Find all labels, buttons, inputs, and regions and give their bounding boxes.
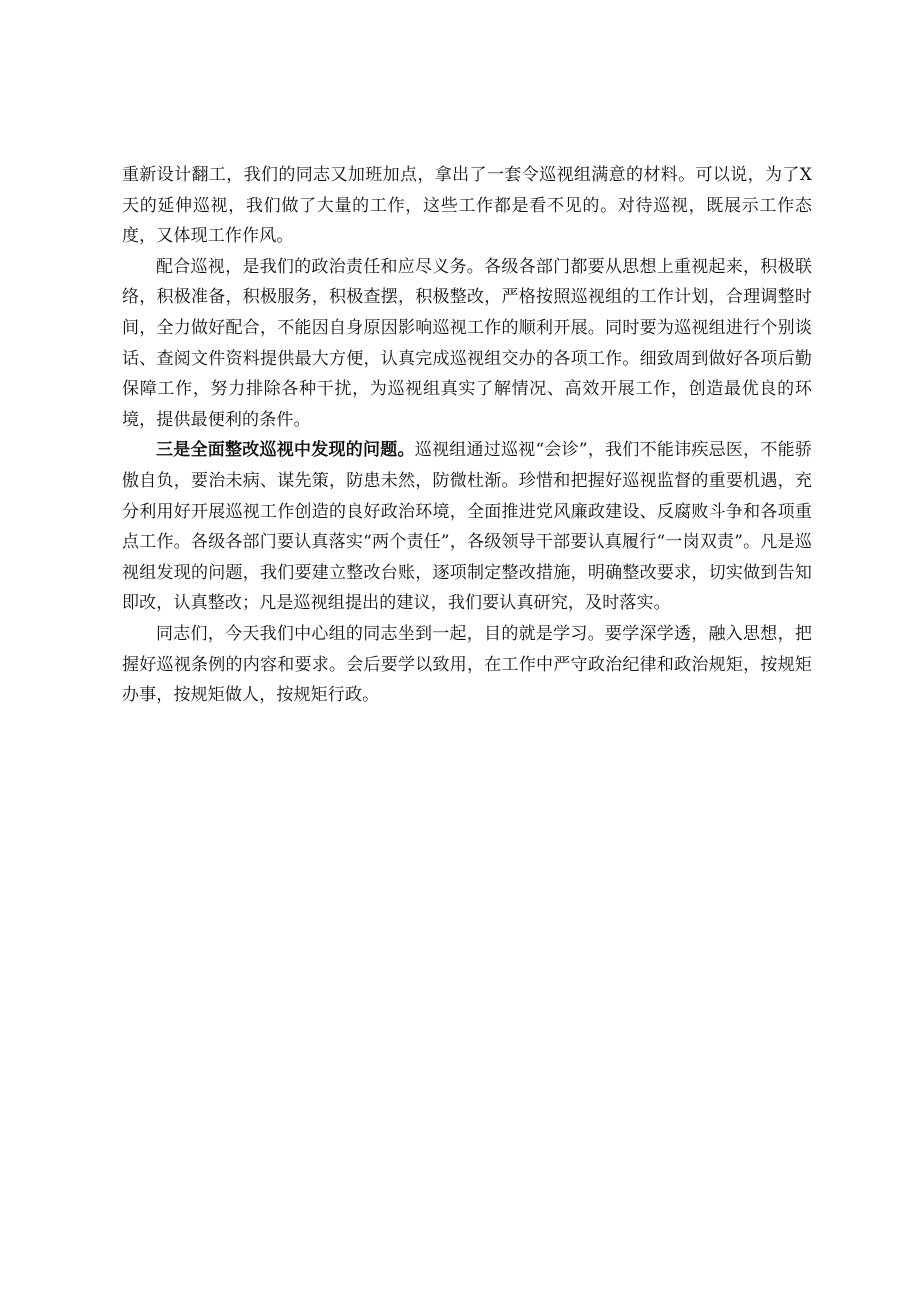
paragraph-rectification: [122, 435, 812, 619]
paragraph-lead-heading: 三是全面整改巡视中发现的问题。: [156, 440, 415, 461]
paragraph-text: 巡视组通过巡视“会诊”，我们不能讳疾忌医，不能骄傲自负，要治未病、谋先策，防患未然，防微杜渐。珍惜和把握好巡视监督的重要机遇，充分利用好开展巡视工作创造的良好政治环境，全面推进党风廉政建设、反腐败斗争和各项重点工作。各级各部门要认真落实“两个责任”，各级领导干部要认真履行“一岗双责”。凡是巡视组发现的问题，我们要建立整改台账，逐项制定整改措施，明确整改要求，切实做到告知即改，认真整改；凡是巡视组提出的建议，我们要认真研究，及时落实。: [122, 440, 813, 614]
paragraph-cooperation: [122, 252, 812, 436]
document-body: [122, 160, 812, 711]
paragraph-continuation: [122, 160, 812, 252]
paragraph-text: 配合巡视，是我们的政治责任和应尽义务。各级各部门都要从思想上重视起来，积极联络，积极准备，积极服务，积极查摆，积极整改，严格按照巡视组的工作计划，合理调整时间，全力做好配合，不能因自身原因影响巡视工作的顺利开展。同时要为巡视组进行个别谈话、查阅文件资料提供最大方便，认真完成巡视组交办的各项工作。细致周到做好各项后勤保障工作，努力排除各种干扰，为巡视组真实了解情况、高效开展工作，创造最优良的环境，提供最便利的条件。: [122, 256, 812, 430]
paragraph-closing: [122, 619, 812, 711]
paragraph-text: 同志们，今天我们中心组的同志坐到一起，目的就是学习。要学深学透，融入思想，把握好巡视条例的内容和要求。会后要学以致用，在工作中严守政治纪律和政治规矩，按规矩办事，按规矩做人，按规矩行政。: [122, 623, 812, 706]
paragraph-text: 重新设计翻工，我们的同志又加班加点，拿出了一套令巡视组满意的材料。可以说，为了X天的延伸巡视，我们做了大量的工作，这些工作都是看不见的。对待巡视，既展示工作态度，又体现工作作风。: [122, 165, 812, 247]
